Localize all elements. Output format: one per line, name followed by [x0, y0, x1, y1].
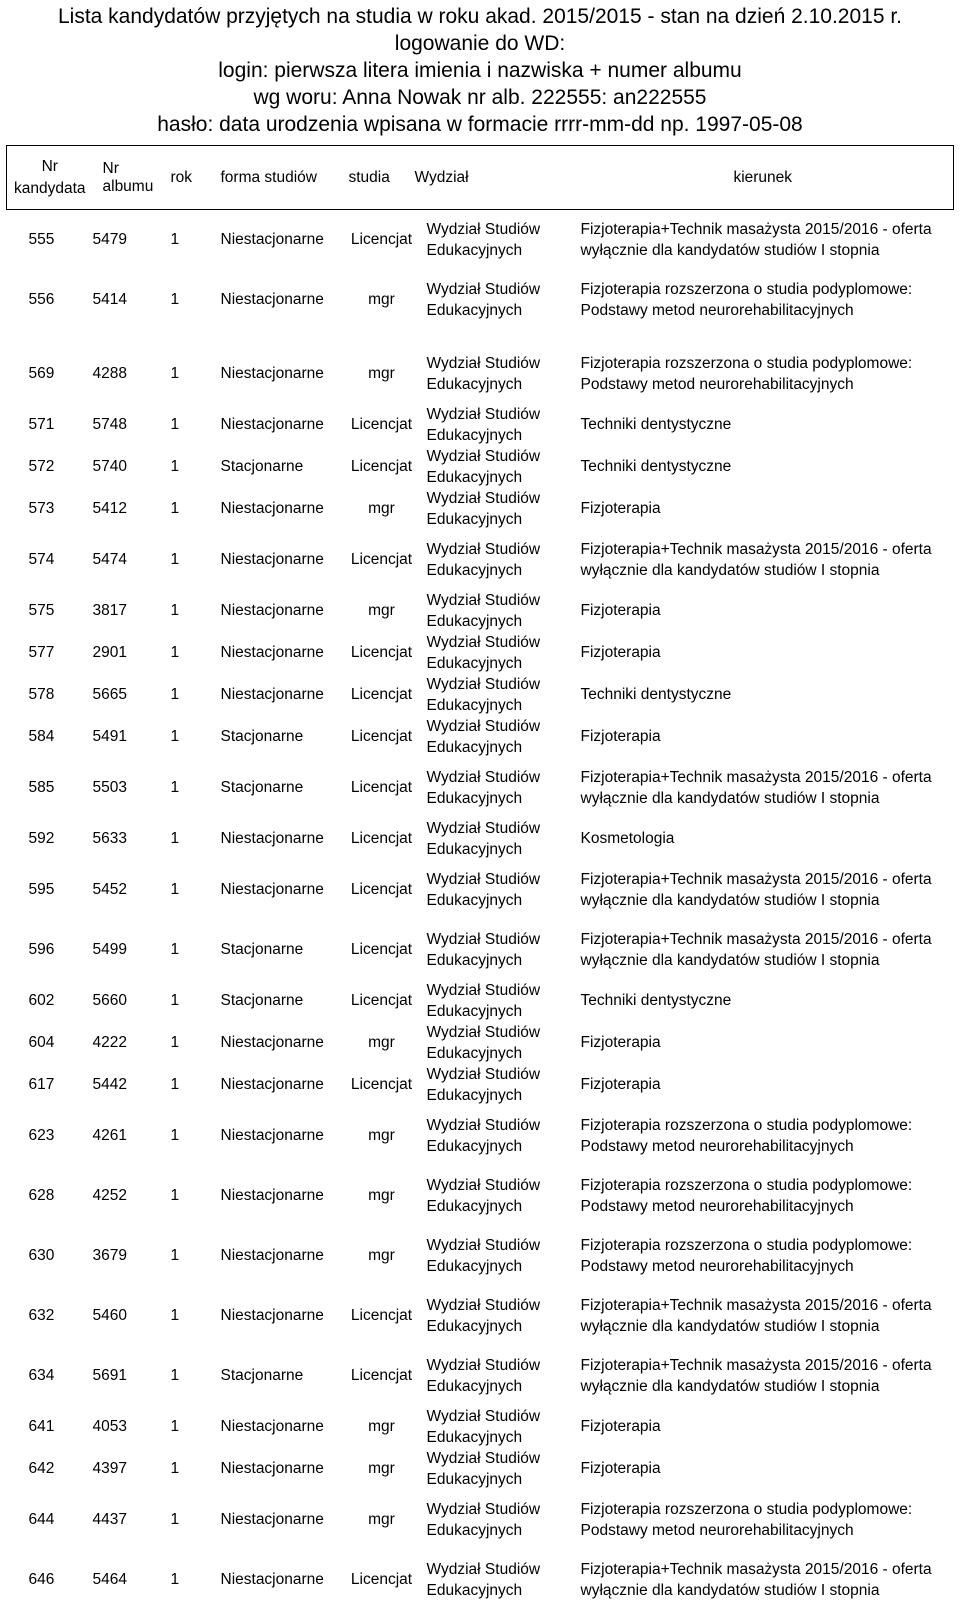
cell-forma: Niestacjonarne: [220, 686, 324, 703]
table-row: [7, 1448, 954, 1490]
cell-rok: 1: [170, 644, 180, 661]
cell-album: 5660: [92, 992, 127, 1009]
cell-kierunek: Fizjoterapia+Technik masażysta 2015/2016 - oferta wyłącznie dla kandydatów studiów I stopnia: [580, 1356, 932, 1395]
cell-studia: mgr: [368, 500, 395, 517]
cell-kierunek: Techniki dentystyczne: [580, 992, 732, 1009]
cell-wydzial: Wydział Studiów Edukacyjnych: [426, 768, 541, 807]
cell-wydzial: Wydział Studiów Edukacyjnych: [426, 405, 541, 444]
cell-forma: Niestacjonarne: [220, 551, 324, 568]
cell-studia: mgr: [368, 1127, 395, 1144]
cell-wydzial: Wydział Studiów Edukacyjnych: [426, 447, 541, 486]
cell-wydzial: Wydział Studiów Edukacyjnych: [426, 1356, 541, 1395]
cell-studia: Licencjat: [350, 644, 413, 661]
cell-album: 3817: [92, 602, 127, 619]
document-header: [0, 0, 960, 138]
cell-album: 4261: [92, 1127, 127, 1144]
cell-kierunek: Fizjoterapia: [580, 1076, 661, 1093]
cell-wydzial: Wydział Studiów Edukacyjnych: [426, 489, 541, 528]
cell-kierunek: Fizjoterapia: [580, 1418, 661, 1435]
table-row: [7, 632, 954, 674]
table-row: [7, 1406, 954, 1448]
table-row: [7, 980, 954, 1022]
cell-nr: 578: [28, 686, 55, 703]
cell-wydzial: Wydział Studiów Edukacyjnych: [426, 675, 541, 714]
cell-rok: 1: [170, 728, 180, 745]
table-row: [7, 590, 954, 632]
cell-kierunek: Fizjoterapia+Technik masażysta 2015/2016 - oferta wyłącznie dla kandydatów studiów I stopnia: [580, 1296, 932, 1335]
cell-studia: mgr: [368, 1034, 395, 1051]
cell-nr: 596: [28, 941, 55, 958]
cell-forma: Stacjonarne: [220, 779, 304, 796]
cell-wydzial: Wydział Studiów Edukacyjnych: [426, 1296, 541, 1335]
cell-album: 5499: [92, 941, 127, 958]
cell-kierunek: Fizjoterapia+Technik masażysta 2015/2016 - oferta wyłącznie dla kandydatów studiów I stopnia: [580, 768, 932, 807]
cell-album: 4252: [92, 1187, 127, 1204]
cell-kierunek: Fizjoterapia rozszerzona o studia podyplomowe: Podstawy metod neurorehabilitacyjnych: [580, 1176, 913, 1215]
cell-kierunek: Techniki dentystyczne: [580, 416, 732, 433]
cell-kierunek: Fizjoterapia: [580, 1460, 661, 1477]
cell-album: 4222: [92, 1034, 127, 1051]
cell-rok: 1: [170, 1367, 180, 1384]
cell-album: 4288: [92, 365, 127, 382]
table-row: [7, 404, 954, 446]
cell-studia: Licencjat: [350, 1571, 413, 1588]
login-heading: logowanie do WD:: [394, 32, 566, 55]
cell-rok: 1: [170, 1511, 180, 1528]
cell-kierunek: Fizjoterapia: [580, 500, 661, 517]
row-spacer-cell: [7, 330, 954, 344]
cell-forma: Niestacjonarne: [220, 365, 324, 382]
document-title: Lista kandydatów przyjętych na studia w roku akad. 2015/2015 - stan na dzień 2.10.2015 r.: [57, 5, 903, 28]
cell-album: 5633: [92, 830, 127, 847]
cell-album: 5452: [92, 881, 127, 898]
cell-kierunek: Fizjoterapia+Technik masażysta 2015/2016 - oferta wyłącznie dla kandydatów studiów I stopnia: [580, 870, 932, 909]
cell-forma: Niestacjonarne: [220, 1460, 324, 1477]
cell-nr: 604: [28, 1034, 55, 1051]
cell-rok: 1: [170, 830, 180, 847]
table-row: [7, 1550, 954, 1610]
cell-forma: Niestacjonarne: [220, 1127, 324, 1144]
cell-forma: Niestacjonarne: [220, 1034, 324, 1051]
cell-album: 5665: [92, 686, 127, 703]
cell-rok: 1: [170, 686, 180, 703]
cell-wydzial: Wydział Studiów Edukacyjnych: [426, 1560, 541, 1599]
table-row: [7, 1490, 954, 1550]
cell-rok: 1: [170, 602, 180, 619]
cell-nr: 602: [28, 992, 55, 1009]
cell-kierunek: Fizjoterapia rozszerzona o studia podyplomowe: Podstawy metod neurorehabilitacyjnych: [580, 1236, 913, 1275]
cell-kierunek: Fizjoterapia+Technik masażysta 2015/2016 - oferta wyłącznie dla kandydatów studiów I stopnia: [580, 1560, 932, 1599]
cell-forma: Niestacjonarne: [220, 416, 324, 433]
cell-nr: 644: [28, 1511, 55, 1528]
table-header-row: [7, 146, 954, 210]
cell-rok: 1: [170, 458, 180, 475]
table-row: [7, 920, 954, 980]
cell-studia: Licencjat: [350, 458, 413, 475]
cell-studia: Licencjat: [350, 830, 413, 847]
cell-album: 3679: [92, 1247, 127, 1264]
table-row: [7, 488, 954, 530]
table-row: [7, 1064, 954, 1106]
cell-studia: mgr: [368, 1511, 395, 1528]
col-header-nr: Nr kandydata: [7, 146, 93, 210]
cell-kierunek: Fizjoterapia rozszerzona o studia podyplomowe: Podstawy metod neurorehabilitacyjnych: [580, 1116, 913, 1155]
cell-forma: Niestacjonarne: [220, 602, 324, 619]
table-row: [7, 860, 954, 920]
cell-rok: 1: [170, 941, 180, 958]
table-row: [7, 716, 954, 758]
cell-rok: 1: [170, 231, 180, 249]
table-row: [7, 1346, 954, 1406]
cell-forma: Stacjonarne: [220, 728, 304, 745]
cell-kierunek: Kosmetologia: [580, 830, 675, 847]
cell-nr: 623: [28, 1127, 55, 1144]
table-row: [7, 210, 954, 270]
cell-rok: 1: [170, 779, 180, 796]
cell-album: 5748: [92, 416, 127, 433]
cell-rok: 1: [170, 500, 180, 517]
cell-studia: Licencjat: [350, 551, 413, 568]
table-body: [7, 210, 954, 1610]
cell-studia: Licencjat: [350, 1367, 413, 1384]
cell-forma: Niestacjonarne: [220, 1187, 324, 1204]
cell-wydzial: Wydział Studiów Edukacyjnych: [426, 1176, 541, 1215]
cell-forma: Niestacjonarne: [220, 1511, 324, 1528]
cell-forma: Stacjonarne: [220, 941, 304, 958]
cell-wydzial: Wydział Studiów Edukacyjnych: [426, 930, 541, 969]
cell-nr: 571: [28, 416, 55, 433]
cell-album: 5414: [92, 291, 127, 308]
cell-album: 4397: [92, 1460, 127, 1477]
cell-forma: Niestacjonarne: [220, 1418, 324, 1435]
table-row: [7, 270, 954, 330]
cell-album: 5442: [92, 1076, 127, 1093]
table-row: [7, 446, 954, 488]
cell-album: 5479: [92, 231, 127, 249]
cell-wydzial: Wydział Studiów Edukacyjnych: [426, 280, 541, 319]
cell-kierunek: Fizjoterapia+Technik masażysta 2015/2016 - oferta wyłącznie dla kandydatów studiów I stopnia: [580, 220, 932, 259]
col-header-rok: rok: [171, 146, 221, 210]
col-header-forma: forma studiów: [221, 146, 349, 210]
table-row: [7, 1226, 954, 1286]
cell-forma: Niestacjonarne: [220, 644, 324, 661]
cell-studia: Licencjat: [350, 231, 413, 249]
cell-studia: mgr: [368, 1460, 395, 1477]
cell-nr: 555: [28, 231, 55, 249]
cell-kierunek: Techniki dentystyczne: [580, 686, 732, 703]
cell-nr: 572: [28, 458, 55, 475]
cell-forma: Stacjonarne: [220, 458, 304, 475]
cell-wydzial: Wydział Studiów Edukacyjnych: [426, 1065, 541, 1104]
table-row: [7, 674, 954, 716]
cell-rok: 1: [170, 416, 180, 433]
table-row: [7, 1106, 954, 1166]
cell-rok: 1: [170, 291, 180, 308]
cell-forma: Niestacjonarne: [220, 500, 324, 517]
cell-album: 2901: [92, 644, 127, 661]
cell-kierunek: Fizjoterapia: [580, 644, 661, 661]
col-header-kierunek: kierunek: [573, 146, 954, 210]
col-header-studia: studia: [349, 146, 415, 210]
cell-album: 4053: [92, 1418, 127, 1435]
cell-album: 5740: [92, 458, 127, 475]
cell-wydzial: Wydział Studiów Edukacyjnych: [426, 591, 541, 630]
cell-studia: Licencjat: [350, 686, 413, 703]
cell-wydzial: Wydział Studiów Edukacyjnych: [426, 870, 541, 909]
cell-album: 5412: [92, 500, 127, 517]
cell-studia: Licencjat: [350, 992, 413, 1009]
cell-album: 5691: [92, 1367, 127, 1384]
cell-rok: 1: [170, 1460, 180, 1477]
table-row: [7, 1166, 954, 1226]
cell-wydzial: Wydział Studiów Edukacyjnych: [426, 717, 541, 756]
cell-forma: Niestacjonarne: [220, 1076, 324, 1093]
col-header-album: Nr albumu: [93, 146, 171, 210]
cell-rok: 1: [170, 551, 180, 568]
table-row: [7, 818, 954, 860]
cell-forma: Niestacjonarne: [220, 881, 324, 898]
cell-album: 5474: [92, 551, 127, 568]
cell-album: 5491: [92, 728, 127, 745]
table-row: [7, 1022, 954, 1064]
cell-rok: 1: [170, 1127, 180, 1144]
cell-studia: Licencjat: [350, 1076, 413, 1093]
password-rule: hasło: data urodzenia wpisana w formacie rrrr-mm-dd np. 1997-05-08: [157, 113, 803, 136]
cell-wydzial: Wydział Studiów Edukacyjnych: [426, 633, 541, 672]
cell-wydzial: Wydział Studiów Edukacyjnych: [426, 1500, 541, 1539]
cell-wydzial: Wydział Studiów Edukacyjnych: [426, 220, 541, 259]
login-example: wg woru: Anna Nowak nr alb. 222555: an222555: [253, 86, 707, 109]
cell-nr: 577: [28, 644, 55, 661]
cell-forma: Niestacjonarne: [220, 1247, 324, 1264]
cell-rok: 1: [170, 1571, 180, 1588]
table-row: [7, 758, 954, 818]
cell-nr: 646: [28, 1571, 55, 1588]
cell-kierunek: Fizjoterapia: [580, 602, 661, 619]
cell-studia: mgr: [368, 1247, 395, 1264]
table-row: [7, 344, 954, 404]
cell-studia: Licencjat: [350, 881, 413, 898]
cell-kierunek: Fizjoterapia: [580, 728, 661, 745]
cell-studia: mgr: [368, 1187, 395, 1204]
cell-kierunek: Fizjoterapia+Technik masażysta 2015/2016 - oferta wyłącznie dla kandydatów studiów I stopnia: [580, 540, 932, 579]
cell-studia: Licencjat: [350, 779, 413, 796]
cell-rok: 1: [170, 1247, 180, 1264]
cell-nr: 556: [28, 291, 55, 308]
login-rule: login: pierwsza litera imienia i nazwiska + numer albumu: [218, 59, 742, 82]
cell-wydzial: Wydział Studiów Edukacyjnych: [426, 819, 541, 858]
cell-nr: 573: [28, 500, 55, 517]
cell-kierunek: Techniki dentystyczne: [580, 458, 732, 475]
cell-rok: 1: [170, 1187, 180, 1204]
cell-forma: Stacjonarne: [220, 1367, 304, 1384]
cell-kierunek: Fizjoterapia+Technik masażysta 2015/2016 - oferta wyłącznie dla kandydatów studiów I stopnia: [580, 930, 932, 969]
cell-rok: 1: [170, 365, 180, 382]
cell-rok: 1: [170, 881, 180, 898]
cell-nr: 585: [28, 779, 55, 796]
cell-studia: mgr: [368, 365, 395, 382]
cell-nr: 628: [28, 1187, 55, 1204]
cell-studia: Licencjat: [350, 941, 413, 958]
table-row: [7, 1286, 954, 1346]
cell-wydzial: Wydział Studiów Edukacyjnych: [426, 1236, 541, 1275]
cell-kierunek: Fizjoterapia: [580, 1034, 661, 1051]
cell-kierunek: Fizjoterapia rozszerzona o studia podyplomowe: Podstawy metod neurorehabilitacyjnych: [580, 280, 913, 319]
cell-nr: 575: [28, 602, 55, 619]
cell-nr: 592: [28, 830, 55, 847]
cell-wydzial: Wydział Studiów Edukacyjnych: [426, 981, 541, 1020]
cell-nr: 641: [28, 1418, 55, 1435]
cell-forma: Niestacjonarne: [220, 1307, 324, 1324]
cell-wydzial: Wydział Studiów Edukacyjnych: [426, 540, 541, 579]
cell-kierunek: Fizjoterapia rozszerzona o studia podyplomowe: Podstawy metod neurorehabilitacyjnych: [580, 1500, 913, 1539]
cell-wydzial: Wydział Studiów Edukacyjnych: [426, 1023, 541, 1062]
cell-studia: Licencjat: [350, 1307, 413, 1324]
cell-rok: 1: [170, 1307, 180, 1324]
cell-album: 4437: [92, 1511, 127, 1528]
cell-nr: 642: [28, 1460, 55, 1477]
cell-forma: Stacjonarne: [220, 992, 304, 1009]
cell-kierunek: Fizjoterapia rozszerzona o studia podyplomowe: Podstawy metod neurorehabilitacyjnych: [580, 354, 913, 393]
cell-studia: mgr: [368, 602, 395, 619]
cell-album: 5464: [92, 1571, 127, 1588]
cell-rok: 1: [170, 1076, 180, 1093]
cell-rok: 1: [170, 1418, 180, 1435]
candidates-table: [6, 145, 954, 1610]
cell-wydzial: Wydział Studiów Edukacyjnych: [426, 1407, 541, 1446]
cell-nr: 617: [28, 1076, 55, 1093]
table-row: [7, 530, 954, 590]
cell-forma: Niestacjonarne: [220, 830, 324, 847]
cell-forma: Niestacjonarne: [220, 231, 324, 249]
cell-wydzial: Wydział Studiów Edukacyjnych: [426, 354, 541, 393]
cell-wydzial: Wydział Studiów Edukacyjnych: [426, 1116, 541, 1155]
cell-forma: Niestacjonarne: [220, 1571, 324, 1588]
cell-nr: 569: [28, 365, 55, 382]
cell-studia: Licencjat: [350, 416, 413, 433]
cell-wydzial: Wydział Studiów Edukacyjnych: [426, 1449, 541, 1488]
cell-rok: 1: [170, 992, 180, 1009]
cell-studia: mgr: [368, 291, 395, 308]
cell-nr: 632: [28, 1307, 55, 1324]
cell-rok: 1: [170, 1034, 180, 1051]
cell-nr: 584: [28, 728, 55, 745]
cell-studia: mgr: [368, 1418, 395, 1435]
cell-album: 5503: [92, 779, 127, 796]
cell-nr: 634: [28, 1367, 55, 1384]
cell-studia: Licencjat: [350, 728, 413, 745]
row-spacer: [7, 330, 954, 344]
cell-forma: Niestacjonarne: [220, 291, 324, 308]
col-header-wydzial: Wydział: [415, 146, 573, 210]
cell-album: 5460: [92, 1307, 127, 1324]
cell-nr: 574: [28, 551, 55, 568]
cell-nr: 595: [28, 881, 55, 898]
cell-nr: 630: [28, 1247, 55, 1264]
